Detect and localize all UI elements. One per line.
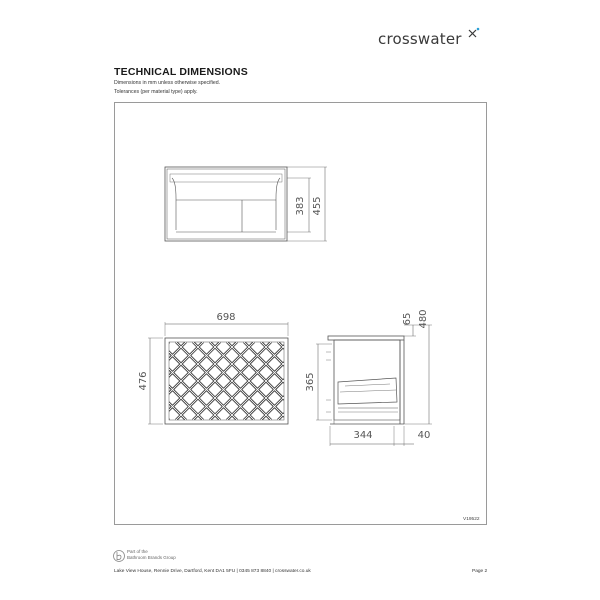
- page-title: TECHNICAL DIMENSIONS: [114, 66, 248, 78]
- product-code: V19522: [463, 517, 480, 522]
- dim-top-outer-height: 455: [312, 196, 323, 216]
- dim-front-height: 476: [138, 371, 149, 391]
- bathroom-brands-group-logo-icon: [113, 549, 125, 563]
- lattice-bar: [91, 342, 169, 420]
- dim-side-back-gap: 40: [417, 430, 431, 441]
- page-number: Page 2: [472, 569, 488, 574]
- lattice-bar: [91, 342, 169, 420]
- footer-address: Lake View House, Rennie Drive, Dartford, Kent DA1 5FU | 0345 873 8840 | crosswater.co.uk: [114, 569, 311, 574]
- tolerance-note: Tolerances (per material type) apply.: [114, 89, 198, 95]
- lattice-bar: [91, 342, 169, 420]
- group-line-2: Bathroom Brands Group: [127, 555, 176, 560]
- dim-side-drawer-height: 365: [305, 372, 316, 392]
- lattice-bar: [91, 342, 169, 420]
- dim-front-width: 698: [216, 312, 236, 323]
- dim-side-top-offset: 65: [402, 312, 413, 326]
- units-note: Dimensions in mm unless otherwise specified.: [114, 80, 221, 86]
- side-view: [316, 325, 432, 446]
- brand-logo-text: crosswater: [378, 30, 462, 48]
- group-line-1: Part of the: [127, 549, 148, 554]
- dim-top-inner-height: 383: [295, 196, 306, 216]
- dim-side-depth: 344: [353, 430, 373, 441]
- dim-side-total-height: 480: [418, 309, 429, 329]
